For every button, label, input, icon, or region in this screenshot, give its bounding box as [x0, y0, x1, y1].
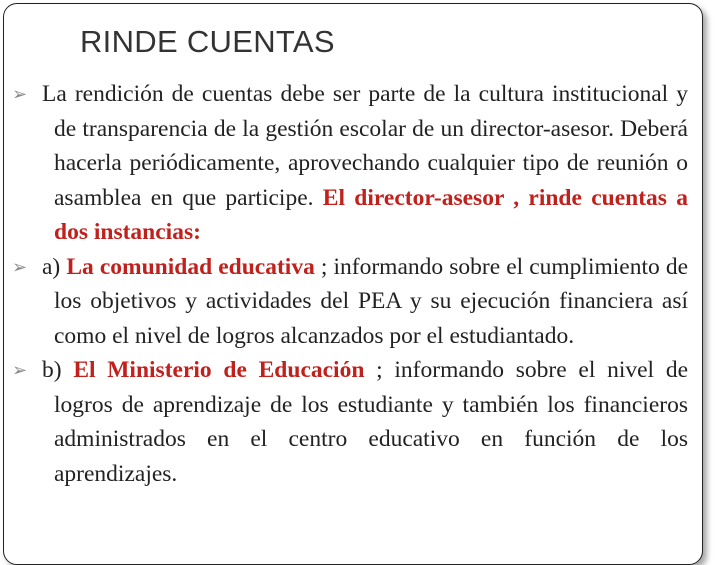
item-b-marker: b): [42, 357, 74, 383]
intro-text: La rendición de cuentas debe ser parte de la cultura institucional y de transparencia de la gestión escolar de un director-asesor. Deberá hacerla periódicamente, aprovechando cualquier tipo de reunión o asamblea en que participe.: [42, 81, 688, 211]
paragraph-item-a: [12, 250, 689, 354]
bullet-arrow-icon: ➢: [12, 84, 28, 104]
intro-highlight: El director-asesor , rinde cuentas a dos instancias:: [54, 184, 688, 245]
item-b-text: ; informando sobre el nivel de logros de aprendizaje de los estudiante y también los financieros administrados en el centro educativo en función de los aprendizajes.: [54, 357, 688, 487]
item-b-highlight: El Ministerio de Educación: [73, 357, 365, 383]
bullet-arrow-icon: ➢: [12, 360, 28, 380]
paragraph-item-b: [12, 353, 688, 491]
slide-body: [12, 77, 689, 491]
item-a-marker: a): [42, 253, 67, 280]
slide-title: RINDE CUENTAS: [80, 24, 335, 59]
bullet-arrow-icon: ➢: [12, 256, 28, 277]
item-a-text: ; informando sobre el cumplimiento de los objetivos y actividades del PEA y su ejecución financiera así como el nivel de logros alcanzados por el estudiantado.: [54, 253, 689, 349]
paragraph-intro: [12, 77, 688, 250]
item-a-highlight: La comunidad educativa: [66, 253, 315, 280]
